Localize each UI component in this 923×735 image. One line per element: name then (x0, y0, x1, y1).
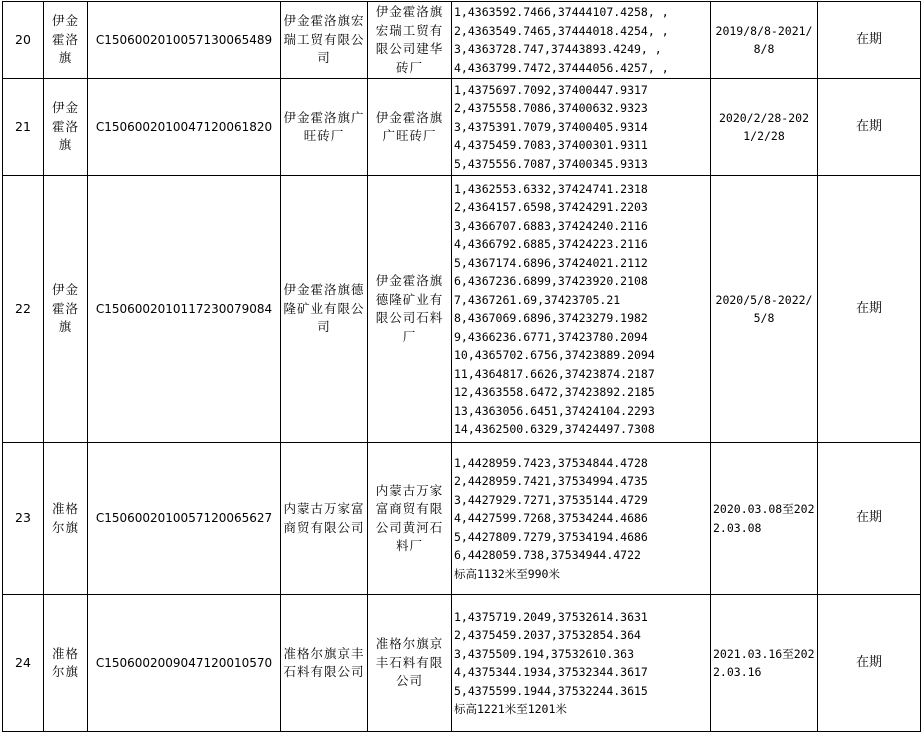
permit-number-cell: C1506002010057120065627 (88, 443, 281, 595)
table-row (3, 595, 921, 732)
company-cell: 伊金霍洛旗宏瑞工贸有限公司 (281, 2, 368, 79)
coordinate-line: 3,4375391.7079,37400405.9314 (454, 119, 648, 134)
coordinate-line: 1,4375697.7092,37400447.9317 (454, 82, 648, 97)
row-index: 23 (3, 443, 44, 595)
permit-number-cell: C1506002010117230079084 (88, 176, 281, 443)
validity-period-cell: 2020/2/28-2021/2/28 (711, 79, 818, 176)
company-cell: 伊金霍洛旗广旺砖厂 (281, 79, 368, 176)
status-cell: 在期 (818, 595, 921, 732)
coordinate-line: 11,4364817.6626,37423874.2187 (454, 366, 655, 381)
region-cell: 伊金霍洛旗 (44, 176, 88, 443)
coordinate-line: 1,4375719.2049,37532614.3631 (454, 609, 648, 624)
coordinate-line: 5,4427809.7279,37534194.4686 (454, 529, 648, 544)
company-cell: 伊金霍洛旗德隆矿业有限公司 (281, 176, 368, 443)
coordinate-line: 2,4363549.7465,37444018.4254, , (454, 23, 669, 38)
elevation-range: 标高1221米至1201米 (454, 702, 567, 716)
coordinate-line: 4,4366792.6885,37424223.2116 (454, 237, 648, 251)
permit-number-cell: C1506002010057130065489 (88, 2, 281, 79)
row-index: 24 (3, 595, 44, 732)
table-row (3, 2, 921, 79)
mine-name-cell: 内蒙古万家富商贸有限公司黄河石料厂 (368, 443, 452, 595)
coordinate-line: 7,4367261.69,37423705.21 (454, 292, 621, 307)
coordinate-line: 2,4375459.2037,37532854.364 (454, 628, 641, 642)
coordinates-cell (452, 79, 711, 176)
permit-number-cell: C1506002009047120010570 (88, 595, 281, 732)
coordinate-line: 3,4375509.194,37532610.363 (454, 646, 635, 661)
row-index: 21 (3, 79, 44, 176)
coordinate-line: 1,4363592.7466,37444107.4258, , (454, 5, 669, 19)
coordinate-line: 8,4367069.6896,37423279.1982 (454, 311, 648, 325)
coordinate-line: 3,4363728.747,37443893.4249, , (454, 42, 662, 56)
coordinate-line: 2,4375558.7086,37400632.9323 (454, 101, 648, 116)
coordinate-line: 12,4363558.6472,37423892.2185 (454, 385, 655, 399)
status-cell: 在期 (818, 176, 921, 443)
table-row (3, 79, 921, 176)
coordinate-line: 2,4364157.6598,37424291.2203 (454, 200, 648, 214)
region-cell: 准格尔旗 (44, 443, 88, 595)
status-cell: 在期 (818, 79, 921, 176)
region-cell: 伊金霍洛旗 (44, 2, 88, 79)
mine-name-cell: 准格尔旗京丰石料有限公司 (368, 595, 452, 732)
elevation-range: 标高1132米至990米 (454, 566, 560, 581)
coordinate-line: 5,4375599.1944,37532244.3615 (454, 683, 648, 698)
coordinates-cell (452, 176, 711, 443)
mine-name-cell: 伊金霍洛旗广旺砖厂 (368, 79, 452, 176)
coordinate-line: 3,4366707.6883,37424240.2116 (454, 218, 648, 233)
coordinate-line: 6,4428059.738,37534944.4722 (454, 548, 641, 563)
coordinate-line: 4,4363799.7472,37444056.4257, , (454, 60, 669, 75)
table-row (3, 176, 921, 443)
coordinate-line: 3,4427929.7271,37535144.4729 (454, 492, 648, 507)
coordinates-cell (452, 595, 711, 732)
coordinate-line: 1,4428959.7423,37534844.4728 (454, 455, 648, 470)
mine-name-cell: 伊金霍洛旗宏瑞工贸有限公司建华砖厂 (368, 2, 452, 79)
status-cell: 在期 (818, 2, 921, 79)
coordinates-cell (452, 443, 711, 595)
coordinate-line: 4,4427599.7268,37534244.4686 (454, 511, 648, 526)
company-cell: 准格尔旗京丰石料有限公司 (281, 595, 368, 732)
permit-number-cell: C1506002010047120061820 (88, 79, 281, 176)
mining-permit-table (2, 1, 921, 732)
coordinate-line: 10,4365702.6756,37423889.2094 (454, 348, 655, 362)
region-cell: 伊金霍洛旗 (44, 79, 88, 176)
coordinate-line: 14,4362500.6329,37424497.7308 (454, 422, 655, 436)
region-cell: 准格尔旗 (44, 595, 88, 732)
status-cell: 在期 (818, 443, 921, 595)
row-index: 22 (3, 176, 44, 443)
coordinate-line: 1,4362553.6332,37424741.2318 (454, 181, 648, 196)
validity-period-cell: 2020.03.08至2022.03.08 (711, 443, 818, 595)
validity-period-cell: 2021.03.16至2022.03.16 (711, 595, 818, 732)
coordinate-line: 5,4367174.6896,37424021.2112 (454, 255, 648, 270)
mine-name-cell: 伊金霍洛旗德隆矿业有限公司石料厂 (368, 176, 452, 443)
coordinate-line: 4,4375344.1934,37532344.3617 (454, 665, 648, 679)
table-row (3, 443, 921, 595)
coordinate-line: 4,4375459.7083,37400301.9311 (454, 138, 648, 153)
coordinate-line: 5,4375556.7087,37400345.9313 (454, 156, 648, 171)
coordinates-cell (452, 2, 711, 79)
validity-period-cell: 2019/8/8-2021/8/8 (711, 2, 818, 79)
row-index: 20 (3, 2, 44, 79)
validity-period-cell: 2020/5/8-2022/5/8 (711, 176, 818, 443)
coordinate-line: 2,4428959.7421,37534994.4735 (454, 474, 648, 489)
company-cell: 内蒙古万家富商贸有限公司 (281, 443, 368, 595)
coordinate-line: 9,4366236.6771,37423780.2094 (454, 329, 648, 344)
coordinate-line: 6,4367236.6899,37423920.2108 (454, 274, 648, 288)
coordinate-line: 13,4363056.6451,37424104.2293 (454, 403, 655, 418)
